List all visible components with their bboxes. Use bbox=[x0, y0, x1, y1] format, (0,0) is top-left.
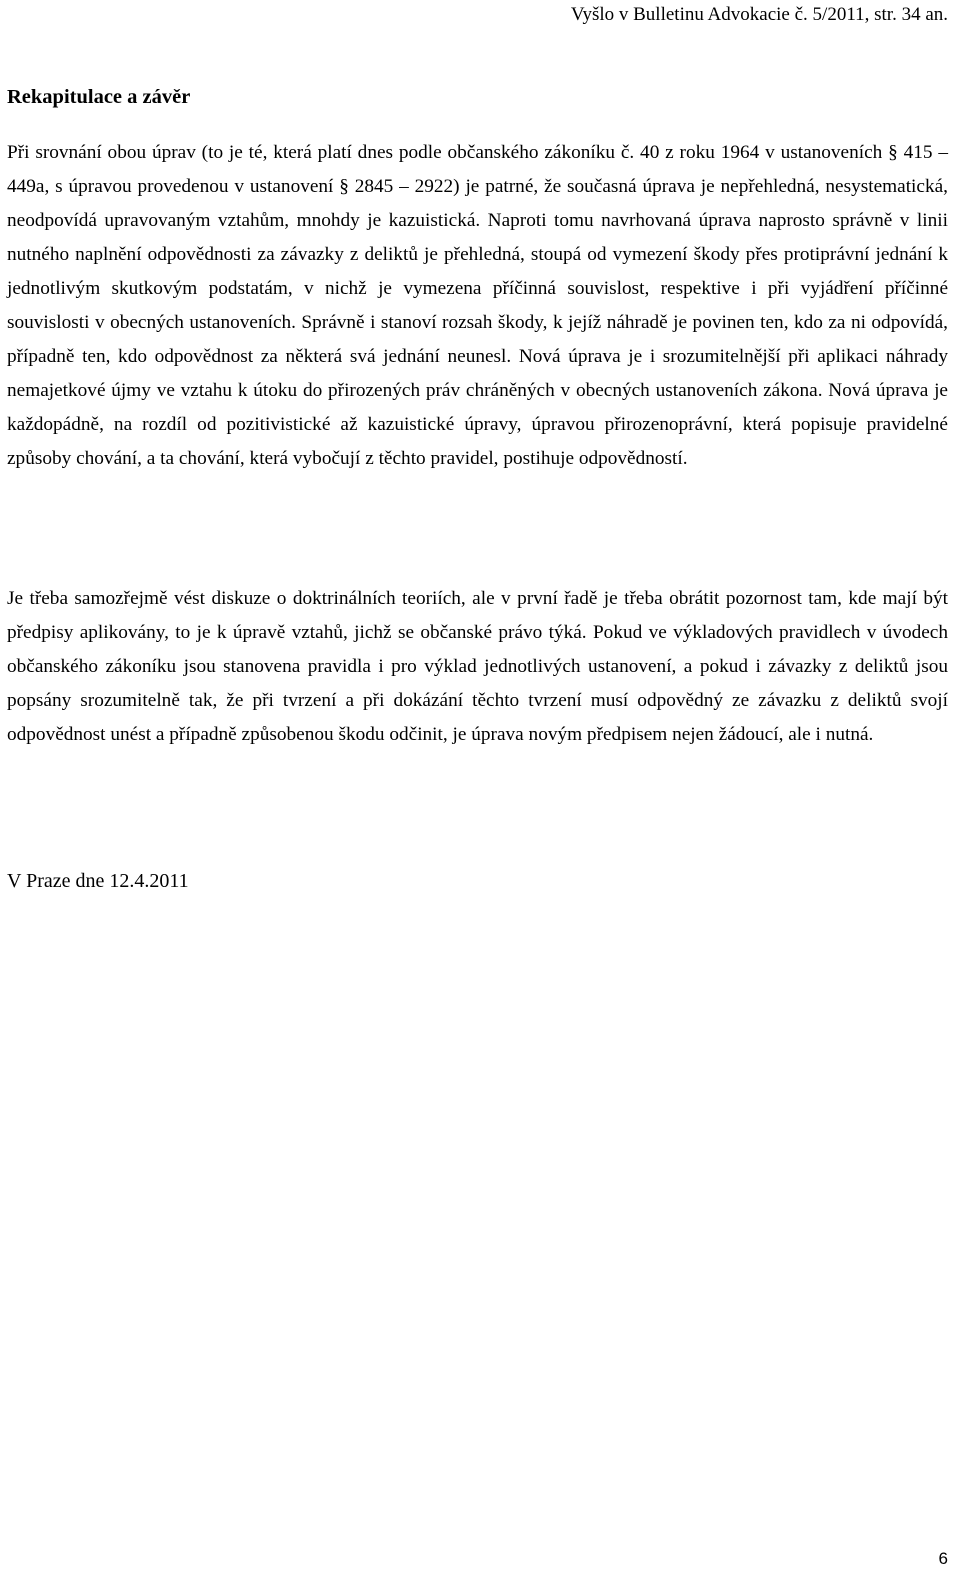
date-line: V Praze dne 12.4.2011 bbox=[7, 870, 189, 892]
page-number: 6 bbox=[938, 1549, 948, 1568]
paragraph-1: Při srovnání obou úprav (to je té, která platí dnes podle občanského zákoníku č. 40 z roku 1964 v ustanoveních § 415 – 449a, s úpravou provedenou v ustanovení § 2845 – 2922) je patrné, že současná úprava je nepřehledná, nesystematická, neodpovídá upravovaným vztahům, mnohdy je kazuistická. Naproti tomu navrhovaná úprava naprosto správně v linii nutného naplnění odpovědnosti za závazky z deliktů je přehledná, stoupá od vymezení škody přes protiprávní jednání k jednotlivým skutkovým podstatám, v nichž je vymezena příčinná souvislost, respektive i při vyjádření příčinné souvislosti v obecných ustanoveních. Správně i stanoví rozsah škody, k jejíž náhradě je povinen ten, kdo za ni odpovídá, případně ten, kdo odpovědnost za některá svá jednání neunesl. Nová úprava je i srozumitelnější při aplikaci náhrady nemajetkové újmy ve vztahu k útoku do přirozených práv chráněných v obecných ustanoveních zákona. Nová úprava je každopádně, na rozdíl od pozitivistické až kazuistické úpravy, úpravou přirozenoprávní, která popisuje pravidelné způsoby chování, a ta chování, která vybočují z těchto pravidel, postihuje odpovědností. bbox=[7, 142, 948, 469]
section-heading: Rekapitulace a závěr bbox=[7, 86, 191, 108]
paragraph-2: Je třeba samozřejmě vést diskuze o doktrinálních teoriích, ale v první řadě je třeba obrátit pozornost tam, kde mají být předpisy aplikovány, to je k úpravě vztahů, jichž se občanské právo týká. Pokud ve výkladových pravidlech v úvodech občanského zákoníku jsou stanovena pravidla i pro výklad jednotlivých ustanovení, a pokud i závazky z deliktů jsou popsány srozumitelně tak, že při tvrzení a při dokázání těchto tvrzení musí odpovědný ze závazku z deliktů svojí odpovědnost unést a případně způsobenou škodu odčinit, je úprava novým předpisem nejen žádoucí, ale i nutná. bbox=[7, 588, 948, 745]
publication-citation: Vyšlo v Bulletinu Advokacie č. 5/2011, str. 34 an. bbox=[570, 4, 948, 25]
